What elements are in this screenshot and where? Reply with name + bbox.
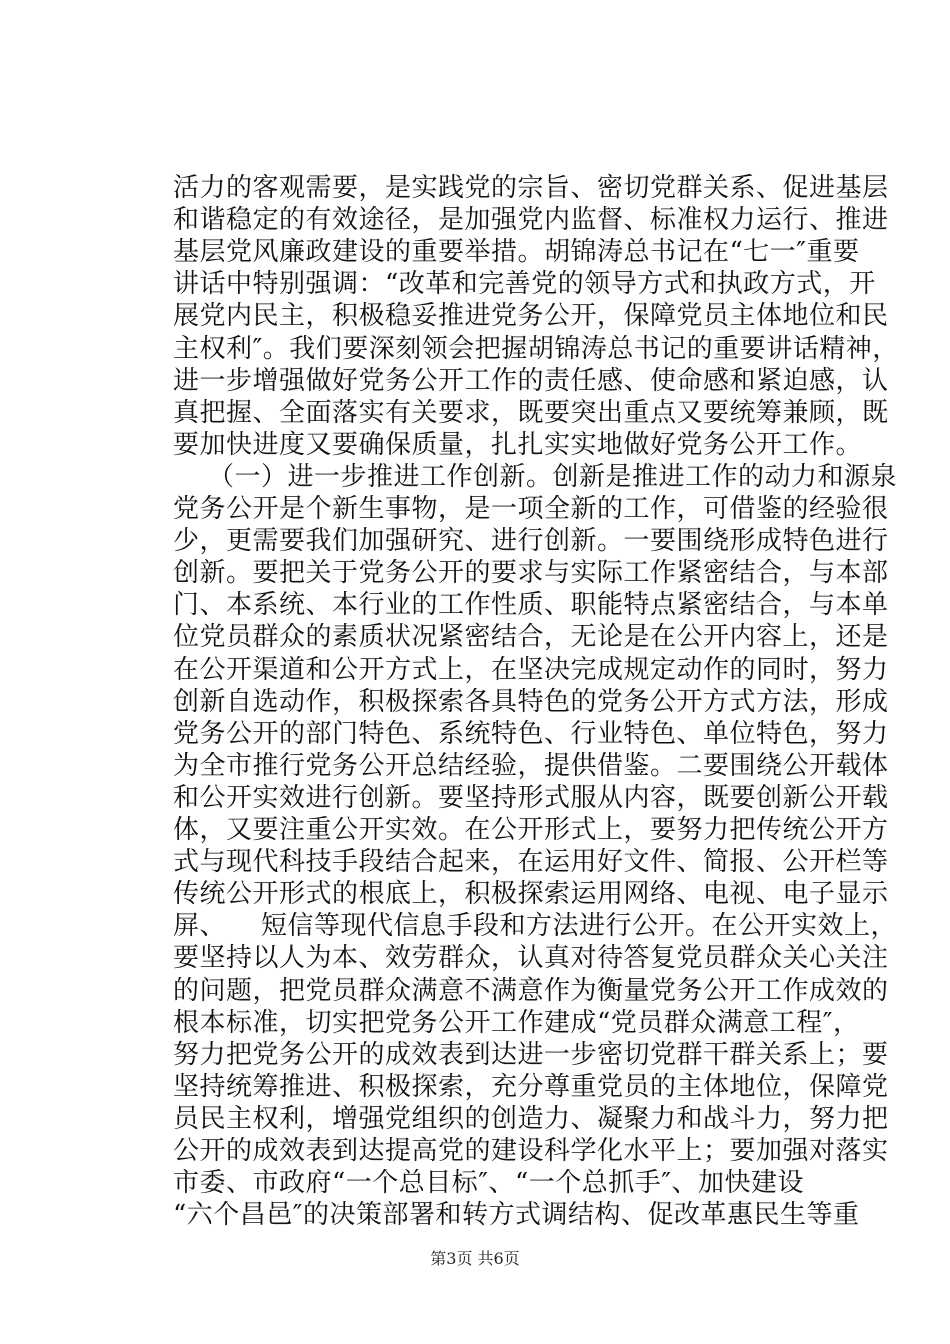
text-line: 门、本系统、本行业的工作性质、职能特点紧密结合，与本单 bbox=[173, 590, 889, 620]
text-line: 讲话中特别强调：“改革和完善党的领导方式和执政方式，开 bbox=[173, 269, 876, 299]
text-line: 要坚持以人为本、效劳群众，认真对待答复党员群众关心关注 bbox=[173, 943, 889, 973]
text-line: 和谐稳定的有效途径，是加强党内监督、标准权力运行、推进 bbox=[173, 205, 889, 235]
text-line: 屏、 短信等现代信息手段和方法进行公开。在公开实效上， bbox=[173, 911, 898, 941]
text-line: 创新自选动作，积极探索各具特色的党务公开方式方法，形成 bbox=[173, 687, 889, 717]
text-line: 在公开渠道和公开方式上，在坚决完成规定动作的同时，努力 bbox=[173, 655, 889, 685]
text-line: 少，更需要我们加强研究、进行创新。一要围绕形成特色进行 bbox=[173, 526, 889, 556]
text-line: 主权利″。我们要深刻领会把握胡锦涛总书记的重要讲话精神， bbox=[173, 334, 899, 364]
text-line: 要加快进度又要确保质量，扎扎实实地做好党务公开工作。 bbox=[173, 430, 863, 460]
text-line: 传统公开形式的根底上，积极探索运用网络、电视、电子显示 bbox=[173, 879, 889, 909]
text-line: 党务公开是个新生事物，是一项全新的工作，可借鉴的经验很 bbox=[173, 494, 889, 524]
text-line: 展党内民主，积极稳妥推进党务公开，保障党员主体地位和民 bbox=[173, 301, 889, 331]
text-line: 根本标准，切实把党务公开工作建成“党员群众满意工程″， bbox=[173, 1008, 860, 1038]
text-line: 坚持统筹推进、积极探索，充分尊重党员的主体地位，保障党 bbox=[173, 1072, 889, 1102]
text-line: “六个昌邑″的决策部署和转方式调结构、促改革惠民生等重 bbox=[173, 1200, 860, 1230]
text-line: 公开的成效表到达提高党的建设科学化水平上；要加强对落实 bbox=[173, 1136, 889, 1166]
text-line: 式与现代科技手段结合起来，在运用好文件、简报、公开栏等 bbox=[173, 847, 889, 877]
text-line: 基层党风廉政建设的重要举措。胡锦涛总书记在“七一″重要 bbox=[173, 237, 860, 267]
text-line: 创新。要把关于党务公开的要求与实际工作紧密结合，与本部 bbox=[173, 558, 889, 588]
text-line: 和公开实效进行创新。要坚持形式服从内容，既要创新公开载 bbox=[173, 783, 889, 813]
text-line: 市委、市政府“一个总目标″、“一个总抓手″、加快建设 bbox=[173, 1168, 805, 1198]
text-line: 体，又要注重公开实效。在公开形式上，要努力把传统公开方 bbox=[173, 815, 889, 845]
text-line: 的问题，把党员群众满意不满意作为衡量党务公开工作成效的 bbox=[173, 976, 889, 1006]
text-line: 为全市推行党务公开总结经验，提供借鉴。二要围绕公开载体 bbox=[173, 751, 889, 781]
text-line: 员民主权利，增强党组织的创造力、凝聚力和战斗力，努力把 bbox=[173, 1104, 889, 1134]
text-line: 努力把党务公开的成效表到达进一步密切党群干群关系上；要 bbox=[173, 1040, 889, 1070]
text-line: 进一步增强做好党务公开工作的责任感、使命感和紧迫感，认 bbox=[173, 366, 889, 396]
page-footer: 第3页 共6页 bbox=[430, 1249, 520, 1268]
text-line: 党务公开的部门特色、系统特色、行业特色、单位特色，努力 bbox=[173, 719, 889, 749]
text-line: 活力的客观需要，是实践党的宗旨、密切党群关系、促进基层 bbox=[173, 173, 889, 203]
text-line: 真把握、全面落实有关要求，既要突出重点又要统筹兼顾，既 bbox=[173, 398, 889, 428]
text-line: （一）进一步推进工作创新。创新是推进工作的动力和源泉 bbox=[173, 462, 898, 492]
text-line: 位党员群众的素质状况紧密结合，无论是在公开内容上，还是 bbox=[173, 622, 889, 652]
